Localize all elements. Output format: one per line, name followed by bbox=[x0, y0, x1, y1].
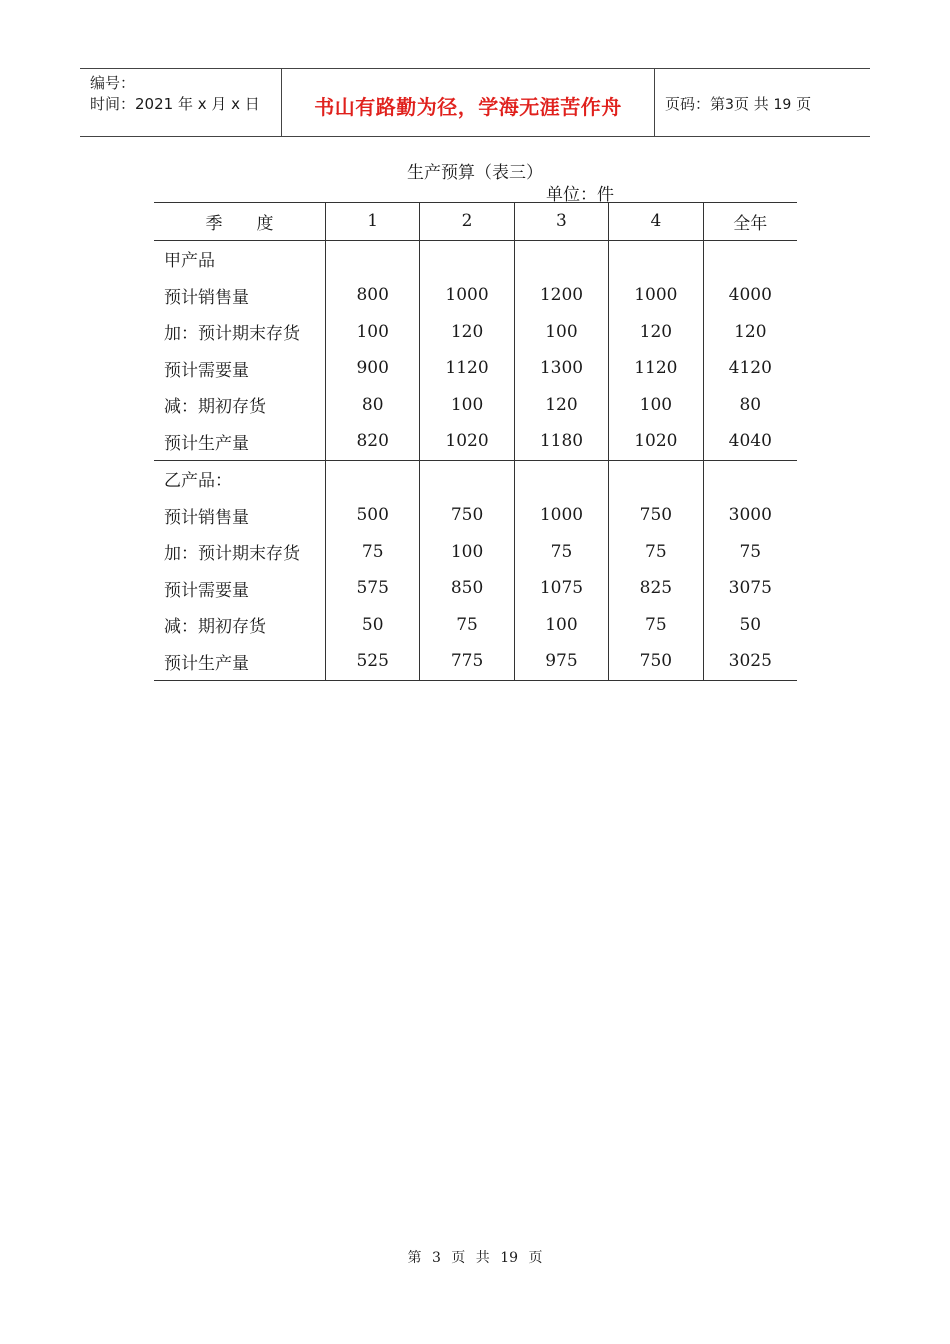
table-cell: 575 bbox=[326, 570, 420, 607]
table-title: 生产预算（表三） bbox=[407, 163, 543, 183]
table-cell: 1020 bbox=[609, 423, 703, 460]
table-cell bbox=[514, 240, 608, 277]
table-cell: 75 bbox=[609, 607, 703, 644]
table-cell: 1180 bbox=[514, 423, 608, 460]
table-cell: 100 bbox=[326, 314, 420, 351]
table-row bbox=[154, 423, 797, 460]
row-label: 预计需要量 bbox=[164, 580, 249, 601]
group-row bbox=[154, 240, 797, 277]
table-cell: 100 bbox=[609, 387, 703, 424]
group-row bbox=[154, 460, 797, 497]
table-cell: 1200 bbox=[514, 277, 608, 314]
column-header: 2 bbox=[420, 203, 514, 241]
row-label: 加：预计期末存货 bbox=[164, 324, 300, 345]
table-cell: 775 bbox=[420, 643, 514, 680]
table-cell: 80 bbox=[326, 387, 420, 424]
header-page-info bbox=[665, 93, 811, 114]
table-row bbox=[154, 277, 797, 314]
table-cell bbox=[326, 460, 420, 497]
page-total: 19 bbox=[773, 97, 792, 113]
table-row bbox=[154, 314, 797, 351]
table-cell: 900 bbox=[326, 350, 420, 387]
table-cell: 100 bbox=[514, 607, 608, 644]
page-footer: 第 3 页 共 19 页 bbox=[407, 1250, 543, 1266]
table-cell: 3000 bbox=[703, 497, 797, 534]
row-label: 预计需要量 bbox=[164, 360, 249, 381]
page-header bbox=[80, 68, 870, 137]
row-label: 减：期初存货 bbox=[164, 397, 266, 418]
table-row bbox=[154, 350, 797, 387]
table-cell: 1300 bbox=[514, 350, 608, 387]
table-cell: 4000 bbox=[703, 277, 797, 314]
table-header-row bbox=[154, 203, 797, 241]
table-cell: 1000 bbox=[420, 277, 514, 314]
table-row bbox=[154, 570, 797, 607]
table-cell bbox=[609, 240, 703, 277]
table-row bbox=[154, 387, 797, 424]
table-row bbox=[154, 534, 797, 571]
table-cell: 1075 bbox=[514, 570, 608, 607]
table-row bbox=[154, 607, 797, 644]
table-cell: 120 bbox=[514, 387, 608, 424]
table-cell bbox=[609, 460, 703, 497]
table-cell: 750 bbox=[420, 497, 514, 534]
table-cell: 525 bbox=[326, 643, 420, 680]
row-label: 预计生产量 bbox=[154, 423, 326, 460]
column-header: 3 bbox=[514, 203, 608, 241]
table-cell: 100 bbox=[514, 314, 608, 351]
table-cell: 975 bbox=[514, 643, 608, 680]
number-label: 编号： bbox=[90, 74, 136, 92]
header-meta bbox=[90, 73, 260, 115]
table-cell: 4120 bbox=[703, 350, 797, 387]
table-cell: 75 bbox=[420, 607, 514, 644]
table-cell: 4040 bbox=[703, 423, 797, 460]
page-prefix: 页码：第 bbox=[665, 95, 726, 113]
table-row bbox=[154, 643, 797, 680]
table-cell: 50 bbox=[703, 607, 797, 644]
row-label: 加：预计期末存货 bbox=[164, 544, 300, 565]
column-header: 1 bbox=[326, 203, 420, 241]
group-name: 乙产品： bbox=[164, 471, 232, 492]
table-cell: 800 bbox=[326, 277, 420, 314]
page-suffix: 页 bbox=[796, 95, 812, 113]
column-header: 季 度 bbox=[154, 203, 326, 241]
table-row bbox=[154, 497, 797, 534]
table-cell: 120 bbox=[420, 314, 514, 351]
unit-label: 单位：件 bbox=[546, 185, 614, 205]
table-cell: 75 bbox=[703, 534, 797, 571]
table-cell: 1120 bbox=[609, 350, 703, 387]
column-header: 4 bbox=[609, 203, 703, 241]
group-name: 甲产品 bbox=[164, 251, 215, 272]
table-cell: 75 bbox=[514, 534, 608, 571]
date-label: 时间：2021 年 x 月 x 日 bbox=[90, 95, 260, 113]
header-motto: 书山有路勤为径，学海无涯苦作舟 bbox=[314, 95, 622, 119]
table-cell bbox=[514, 460, 608, 497]
table-cell bbox=[326, 240, 420, 277]
table-cell: 75 bbox=[609, 534, 703, 571]
table-cell bbox=[420, 240, 514, 277]
table-cell: 1120 bbox=[420, 350, 514, 387]
table-cell: 3075 bbox=[703, 570, 797, 607]
table-cell: 100 bbox=[420, 387, 514, 424]
table-cell: 500 bbox=[326, 497, 420, 534]
column-header: 全年 bbox=[703, 203, 797, 241]
table-cell bbox=[420, 460, 514, 497]
page-mid: 页 共 bbox=[733, 95, 769, 113]
table-cell: 1000 bbox=[514, 497, 608, 534]
table-cell: 825 bbox=[609, 570, 703, 607]
row-label: 预计销售量 bbox=[164, 287, 249, 308]
table-cell: 820 bbox=[326, 423, 420, 460]
header-divider bbox=[654, 69, 655, 136]
table-cell: 120 bbox=[609, 314, 703, 351]
table-cell: 750 bbox=[609, 497, 703, 534]
table-cell: 80 bbox=[703, 387, 797, 424]
table-cell: 100 bbox=[420, 534, 514, 571]
table-cell: 3025 bbox=[703, 643, 797, 680]
table-cell bbox=[703, 460, 797, 497]
row-label: 预计生产量 bbox=[154, 643, 326, 680]
table-body bbox=[154, 240, 797, 680]
table-cell: 1020 bbox=[420, 423, 514, 460]
row-label: 预计销售量 bbox=[164, 507, 249, 528]
row-label: 减：期初存货 bbox=[164, 617, 266, 638]
table-cell: 850 bbox=[420, 570, 514, 607]
production-budget-table bbox=[154, 202, 797, 681]
table-cell: 75 bbox=[326, 534, 420, 571]
table-cell: 1000 bbox=[609, 277, 703, 314]
table-cell: 50 bbox=[326, 607, 420, 644]
page-current: 3 bbox=[725, 97, 734, 113]
table-cell: 120 bbox=[703, 314, 797, 351]
table-cell bbox=[703, 240, 797, 277]
table-cell: 750 bbox=[609, 643, 703, 680]
